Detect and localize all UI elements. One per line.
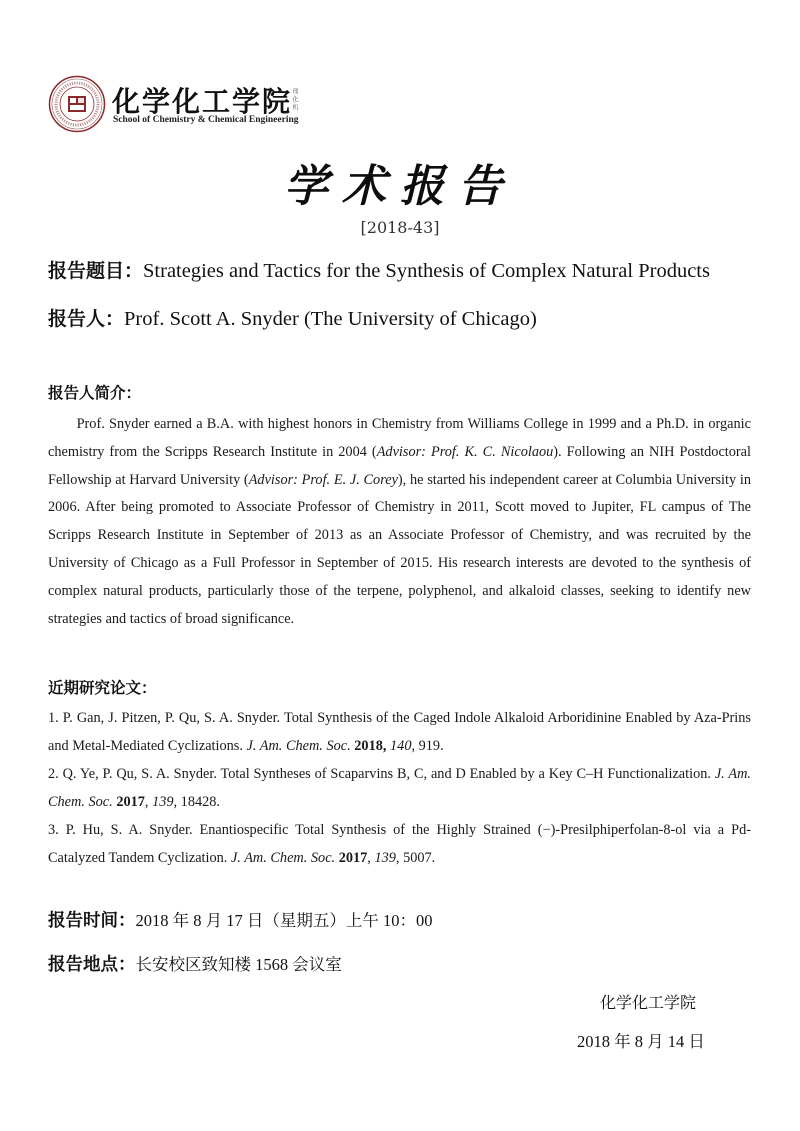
- speaker-value: Prof. Scott A. Snyder (The University of Chicago): [124, 308, 537, 330]
- logo-chinese-name: 化学化工学院: [112, 85, 293, 118]
- paper-year: 2017: [338, 850, 368, 866]
- bio-text-part2: ). Following an NIH Postdoctoral Fellowship at Harvard University (: [48, 443, 751, 488]
- paper-volume: 139: [374, 850, 396, 866]
- bio-advisor-1: Advisor: Prof. K. C. Nicolaou: [376, 443, 554, 460]
- signature-organization: 化学化工学院: [600, 993, 697, 1012]
- place-line: [48, 951, 342, 976]
- paper-volume: 140: [390, 738, 412, 754]
- speaker-label: 报告人：: [48, 308, 125, 330]
- bio-text-part3: ), he started his independent career at Columbia University in 2006. After being promoted to Associate Professor of Chemistry in 2011, Scott moved to Jupiter, FL campus of The Scripps Research Institute in September of 2013 as an Associate Professor of Chemistry, and was recruited by the University of Chicago as a Full Professor in September of 2015. His research interests are devoted to the synthesis of complex natural products, particularly those of the terpene, polyphenol, and alkaloid classes, seeking to identify new strategies and tactics of broad significance.: [48, 471, 751, 627]
- school-seal-logo: [48, 75, 106, 133]
- paper-item: 1. P. Gan, J. Pitzen, P. Qu, S. A. Snyder. Total Synthesis of the Caged Indole Alkaloid Arboridinine Enabled by Aza-Prins and Metal-Mediated Cyclizations. J. Am. Chem. Soc. 2018, 140, 919.: [48, 710, 751, 754]
- bio-heading: 报告人简介：: [48, 384, 142, 402]
- paper-journal: J. Am. Chem. Soc.: [230, 850, 336, 866]
- paper-year: 2018: [354, 738, 383, 754]
- paper-journal: J. Am. Chem. Soc.: [48, 766, 751, 810]
- signature-date: 2018 年 8 月 14 日: [577, 1032, 705, 1051]
- topic-line: [48, 256, 710, 283]
- bio-paragraph: [48, 411, 751, 633]
- paper-citation: 2. Q. Ye, P. Qu, S. A. Snyder. Total Syntheses of Scaparvins B, C, and D Enabled by a Key C–H Functionalization.: [48, 766, 715, 782]
- time-line: [48, 907, 433, 932]
- topic-value: Strategies and Tactics for the Synthesis of Complex Natural Products: [143, 260, 710, 282]
- paper-item: 2. Q. Ye, P. Qu, S. A. Snyder. Total Syntheses of Scaparvins B, C, and D Enabled by a Key C–H Functionalization. J. Am. Chem. Soc. 2017, 139, 18428.: [48, 766, 751, 810]
- bio-advisor-2: Advisor: Prof. E. J. Corey: [248, 471, 398, 488]
- paper-pages: 5007.: [403, 850, 436, 866]
- paper-pages: 18428.: [180, 794, 220, 810]
- logo-english-name: School of Chemistry & Chemical Engineering: [113, 115, 299, 125]
- paper-pages: 919.: [418, 738, 444, 754]
- place-label: 报告地点：: [48, 955, 136, 975]
- page-title: 学术报告: [284, 161, 516, 212]
- speaker-line: [48, 304, 537, 331]
- place-value: 长安校区致知楼 1568 会议室: [135, 955, 342, 974]
- time-label: 报告时间：: [48, 911, 136, 931]
- paper-item: 3. P. Hu, S. A. Snyder. Enantiospecific Total Synthesis of the Highly Strained (−)-Presilphiperfolan-8-ol via a Pd-Catalyzed Tandem Cyclization. J. Am. Chem. Soc. 2017, 139, 5007.: [48, 822, 751, 866]
- paper-volume: 139: [152, 794, 174, 810]
- bio-text-part1: Prof. Snyder earned a B.A. with highest honors in Chemistry from Williams College in 1999 and a Ph.D. in organic chemistry from the Scripps Research Institute in 2004 (: [48, 416, 751, 460]
- topic-label: 报告题目：: [48, 260, 144, 282]
- papers-heading: 近期研究论文：: [48, 679, 157, 697]
- logo-calligraphy-mark: 理·化·机: [291, 88, 297, 110]
- paper-journal: J. Am. Chem. Soc.: [246, 738, 351, 754]
- paper-year: 2017: [116, 794, 145, 810]
- paper-citation: 3. P. Hu, S. A. Snyder. Enantiospecific Total Synthesis of the Highly Strained (−)-Presilphiperfolan-8-ol via a Pd-Catalyzed Tandem Cyclization.: [48, 822, 751, 866]
- document-number: [2018-43]: [360, 218, 440, 237]
- paper-citation: 1. P. Gan, J. Pitzen, P. Qu, S. A. Snyder. Total Synthesis of the Caged Indole Alkaloid Arboridinine Enabled by Aza-Prins and Metal-Mediated Cyclizations.: [48, 710, 751, 754]
- seal-icon: [48, 75, 106, 133]
- time-value: 2018 年 8 月 17 日（星期五）上午 10：00: [135, 911, 433, 930]
